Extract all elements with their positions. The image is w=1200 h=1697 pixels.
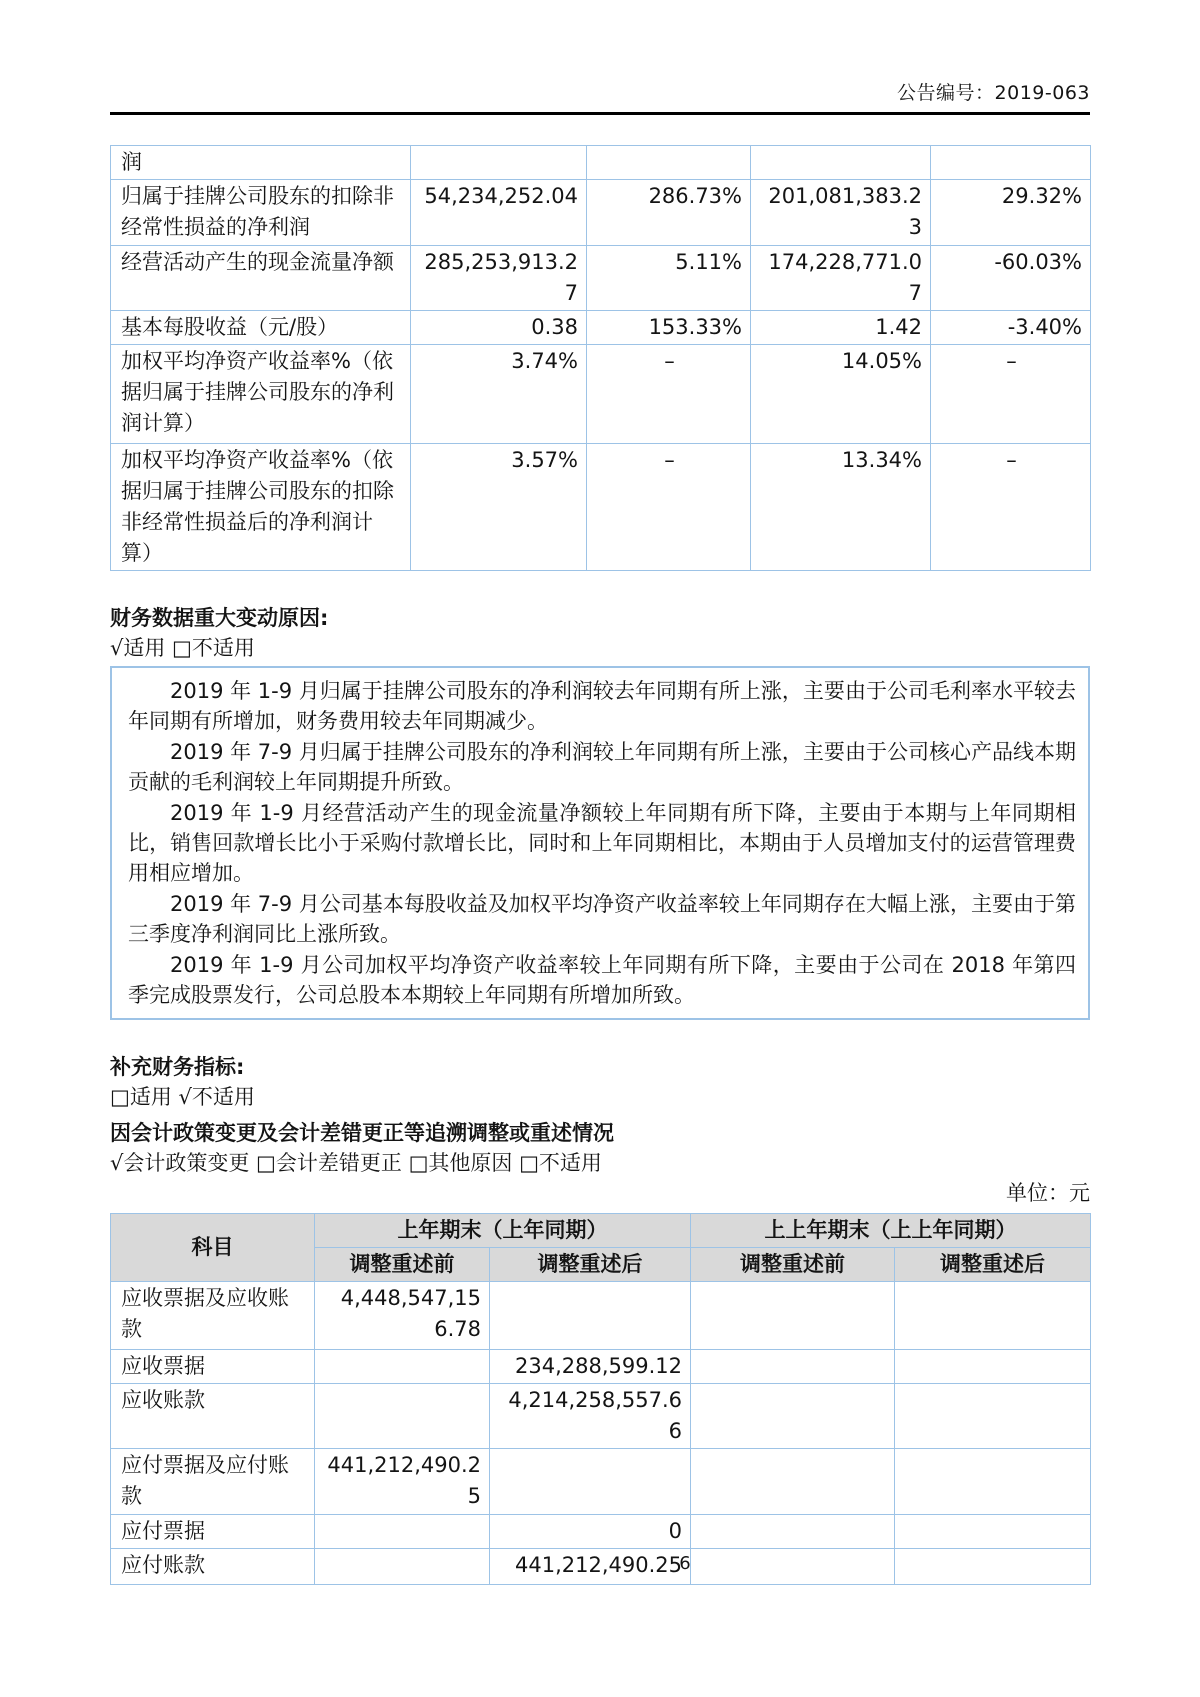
column-header-after-adjustment: 调整重述后 [490, 1248, 691, 1282]
table-cell [895, 1549, 1091, 1585]
reason-paragraph: 2019 年 7-9 月归属于挂牌公司股东的净利润较上年同期有所上涨，主要由于公司核心产品线本期贡献的毛利润较上年同期提升所致。 [128, 740, 1076, 794]
table-row [111, 345, 1091, 444]
table-cell: 3.57% [411, 444, 587, 571]
table-cell: 0 [490, 1515, 691, 1549]
table-cell [895, 1384, 1091, 1449]
table-cell [691, 1282, 895, 1350]
table-cell: 4,448,547,156.78 [315, 1282, 490, 1350]
table-header-row [111, 1214, 1091, 1248]
reason-paragraph: 2019 年 1-9 月公司加权平均净资产收益率较上年同期有所下降，主要由于公司在 2018 年第四季完成股票发行，公司总股本本期较上年同期有所增加所致。 [128, 953, 1076, 1007]
row-label: 归属于挂牌公司股东的扣除非经常性损益的净利润 [111, 180, 411, 246]
table-cell [315, 1515, 490, 1549]
page-number: 6 [679, 1553, 691, 1574]
table-cell [895, 1515, 1091, 1549]
reason-paragraph: 2019 年 7-9 月公司基本每股收益及加权平均净资产收益率较上年同期存在大幅上涨，主要由于第三季度净利润同比上涨所致。 [128, 892, 1076, 946]
table-cell: -60.03% [931, 246, 1091, 311]
row-label: 加权平均净资产收益率%（依据归属于挂牌公司股东的净利润计算） [111, 345, 411, 444]
table-cell [691, 1384, 895, 1449]
table-cell [895, 1282, 1091, 1350]
table-row [111, 1282, 1091, 1350]
table-row [111, 1449, 1091, 1515]
restatement-option-checkboxes: √会计政策变更 □会计差错更正 □其他原因 □不适用 [110, 1151, 602, 1175]
table-cell [315, 1384, 490, 1449]
table-cell: 234,288,599.12 [490, 1350, 691, 1384]
table-cell: – [587, 345, 751, 444]
table-cell: -3.40% [931, 311, 1091, 345]
column-header-before-adjustment: 调整重述前 [315, 1248, 490, 1282]
table-cell: 54,234,252.04 [411, 180, 587, 246]
table-cell: 4,214,258,557.66 [490, 1384, 691, 1449]
section-heading-change-reasons: 财务数据重大变动原因: [110, 606, 329, 630]
table-cell: 285,253,913.27 [411, 246, 587, 311]
table-cell: 174,228,771.07 [751, 246, 931, 311]
table-row [111, 246, 1091, 311]
content-column [110, 0, 1090, 1585]
key-financials-table [110, 145, 1091, 571]
column-header-prior-prior-period: 上上年期末（上上年同期） [691, 1214, 1091, 1248]
row-label: 应付票据及应付账款 [111, 1449, 315, 1515]
restatement-table [110, 1213, 1091, 1585]
table-cell: – [587, 444, 751, 571]
table-cell [411, 146, 587, 180]
column-header-prior-period: 上年期末（上年同期） [315, 1214, 691, 1248]
table-cell [931, 146, 1091, 180]
table-cell: 441,212,490.25 [490, 1549, 691, 1585]
table-cell [315, 1549, 490, 1585]
table-cell: 201,081,383.23 [751, 180, 931, 246]
row-label: 应付账款 [111, 1549, 315, 1585]
table-row [111, 311, 1091, 345]
reason-paragraph: 2019 年 1-9 月经营活动产生的现金流量净额较上年同期有所下降，主要由于本期与上年同期相比，销售回款增长比小于采购付款增长比，同时和上年同期相比，本期由于人员增加支付的运营管理费用相应增加。 [128, 801, 1076, 885]
section-subheading-restatement: 因会计政策变更及会计差错更正等追溯调整或重述情况 [110, 1121, 614, 1145]
table-cell [691, 1515, 895, 1549]
table-cell: 0.38 [411, 311, 587, 345]
row-label: 润 [111, 146, 411, 180]
row-label: 经营活动产生的现金流量净额 [111, 246, 411, 311]
table-row [111, 1350, 1091, 1384]
table-cell: 286.73% [587, 180, 751, 246]
row-label: 应收账款 [111, 1384, 315, 1449]
header-divider-line [110, 112, 1090, 115]
column-header-before-adjustment: 调整重述前 [691, 1248, 895, 1282]
row-label: 应付票据 [111, 1515, 315, 1549]
row-label: 应收票据及应收账款 [111, 1282, 315, 1350]
table-cell: 153.33% [587, 311, 751, 345]
row-label: 应收票据 [111, 1350, 315, 1384]
table-row [111, 1549, 1091, 1585]
unit-label: 单位：元 [1006, 1181, 1090, 1205]
row-label: 加权平均净资产收益率%（依据归属于挂牌公司股东的扣除非经常性损益后的净利润计算） [111, 444, 411, 571]
table-cell: 13.34% [751, 444, 931, 571]
table-cell [751, 146, 931, 180]
announcement-number: 公告编号：2019-063 [897, 82, 1090, 104]
table-cell [691, 1549, 895, 1585]
table-row [111, 180, 1091, 246]
table-cell: 1.42 [751, 311, 931, 345]
table-cell: 441,212,490.25 [315, 1449, 490, 1515]
column-header-subject: 科目 [111, 1214, 315, 1282]
row-label: 基本每股收益（元/股） [111, 311, 411, 345]
table-cell [691, 1449, 895, 1515]
applicability-checkboxes: □适用 √不适用 [110, 1085, 255, 1109]
table-row [111, 444, 1091, 571]
table-row [111, 146, 1091, 180]
table-cell: 29.32% [931, 180, 1091, 246]
applicability-checkboxes: √适用 □不适用 [110, 636, 255, 660]
table-cell: 14.05% [751, 345, 931, 444]
table-cell [895, 1350, 1091, 1384]
table-cell [587, 146, 751, 180]
column-header-after-adjustment: 调整重述后 [895, 1248, 1091, 1282]
table-cell: 3.74% [411, 345, 587, 444]
section-heading-supplement: 补充财务指标: [110, 1055, 245, 1079]
table-cell [490, 1282, 691, 1350]
reason-paragraph: 2019 年 1-9 月归属于挂牌公司股东的净利润较去年同期有所上涨，主要由于公司毛利率水平较去年同期有所增加，财务费用较去年同期减少。 [128, 679, 1076, 733]
table-cell [490, 1449, 691, 1515]
table-row [111, 1515, 1091, 1549]
table-cell [895, 1449, 1091, 1515]
table-cell: – [931, 444, 1091, 571]
table-cell: – [931, 345, 1091, 444]
table-cell [315, 1350, 490, 1384]
table-row [111, 1384, 1091, 1449]
table-cell [691, 1350, 895, 1384]
table-cell: 5.11% [587, 246, 751, 311]
change-reasons-box [110, 666, 1090, 1020]
